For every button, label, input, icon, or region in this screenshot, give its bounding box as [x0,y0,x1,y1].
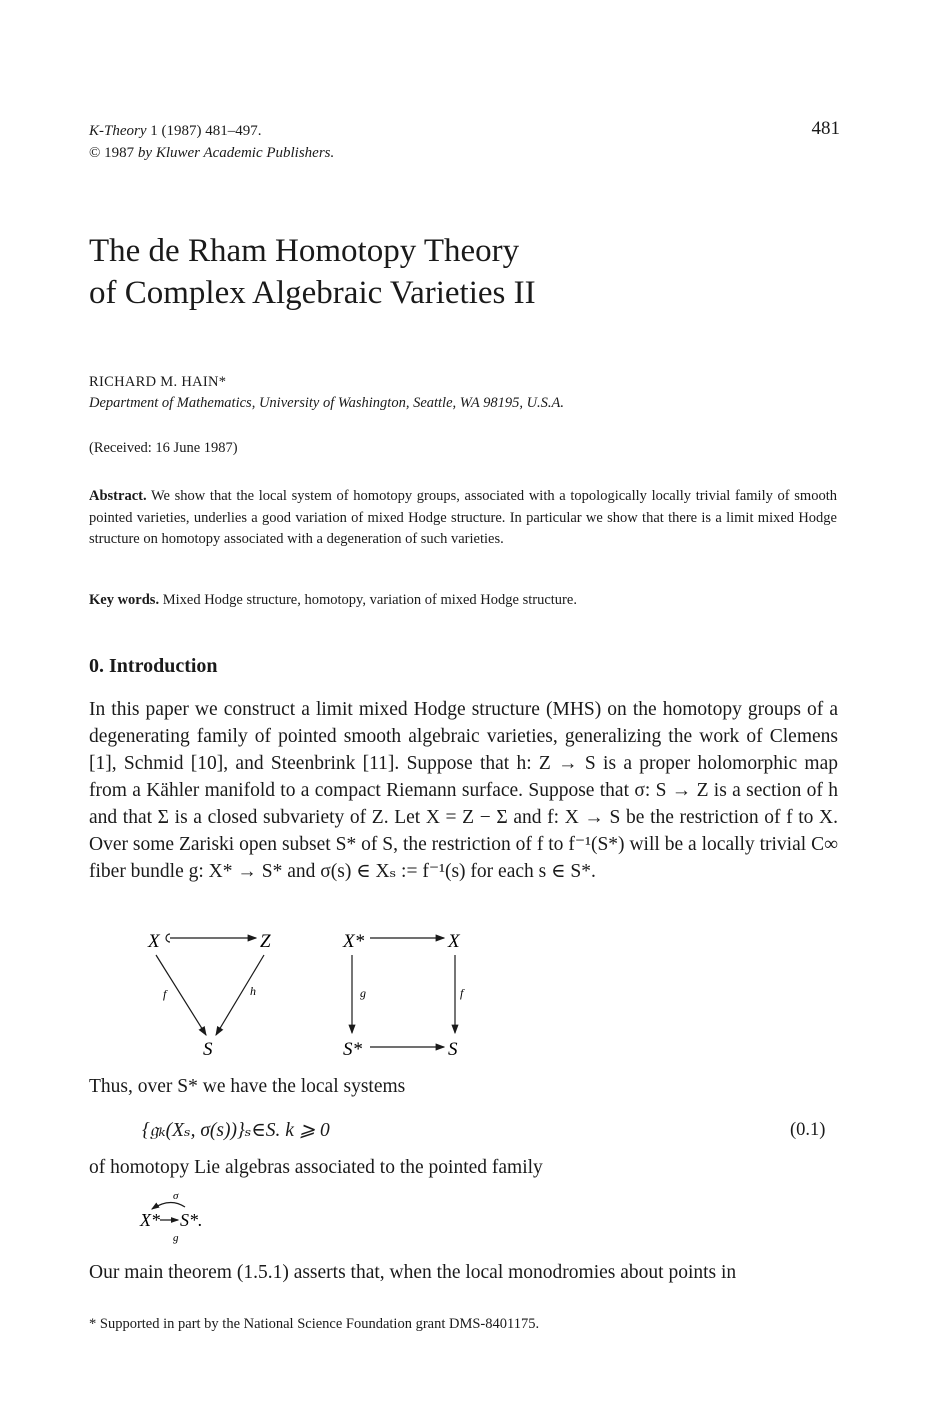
abstract [89,486,837,551]
title-line-2: of Complex Algebraic Varieties II [89,275,536,311]
received-date: (Received: 16 June 1987) [89,440,238,456]
family-section-label: σ [173,1190,179,1202]
tri-bottom: S [203,1039,213,1060]
sq-top-left: X* [343,931,365,952]
paper-title [89,230,849,314]
inclusion-hook [166,934,170,942]
publisher: by Kluwer Academic Publishers. [134,145,335,161]
keywords-text: Mixed Hodge structure, homotopy, variation of mixed Hodge structure. [159,592,577,608]
family-target: S*. [180,1210,203,1230]
copyright: © 1987 [89,145,135,161]
keywords-label: Key words. [89,592,160,608]
pointed-family-diagram [130,1185,250,1245]
commutative-diagrams [130,925,490,1065]
abstract-label: Abstract. [89,488,147,504]
family-source: X* [140,1210,160,1230]
sq-bottom-right: S [448,1039,458,1060]
thus-line: Thus, over S* we have the local systems [89,1076,406,1097]
tri-top-right: Z [260,931,271,952]
journal-name: K-Theory [89,123,147,139]
homotopy-line: of homotopy Lie algebras associated to the pointed family [89,1157,543,1178]
section-heading: 0. Introduction [89,655,218,677]
section-arc [152,1202,185,1209]
tri-label-h: h [250,984,256,998]
tri-top-left: X [148,931,160,952]
equation-number: (0.1) [790,1120,826,1140]
intro-paragraph: In this paper we construct a limit mixed Hodge structure (MHS) on the homotopy groups of a degenerating family of pointed smooth algebraic varieties, generalizing the work of Clemens [1], Schmid [10], and Steenbrink [11]. Suppose that h: Z → S is a proper holomorphic map from a Kähler manifold to a compact Riemann surface. Suppose that σ: S → Z is a section of h and that Σ is a closed subvariety of Z. Let X = Z − Σ and f: X → S be the restriction of f to X. Over some Zariski open subset S* of S, the restriction of f to f⁻¹(S*) will be a locally trivial C∞ fiber bundle g: X* → S* and σ(s) ∈ Xₛ := f⁻¹(s) for each s ∈ S*. [89,699,838,882]
tri-label-f: f [163,987,167,1001]
family-map-label: g [173,1232,179,1244]
keywords [89,592,837,609]
journal-header [89,120,334,164]
sq-label-f: f [460,986,464,1000]
journal-citation: 1 (1987) 481–497. [146,123,262,139]
main-theorem-line: Our main theorem (1.5.1) asserts that, when the local monodromies about points in [89,1262,737,1283]
footnote: * Supported in part by the National Science Foundation grant DMS-8401175. [89,1316,540,1332]
author-name: RICHARD M. HAIN* [89,374,227,390]
page-number: 481 [811,118,840,139]
sq-label-g: g [360,986,366,1000]
sq-bottom-left: S* [343,1039,362,1060]
sq-top-right: X [448,931,460,952]
author-affiliation: Department of Mathematics, University of Washington, Seattle, WA 98195, U.S.A. [89,395,565,411]
title-line-1: The de Rham Homotopy Theory [89,233,520,269]
abstract-text: We show that the local system of homotopy groups, associated with a topologically locally trivial family of smooth pointed varieties, underlies a good variation of mixed Hodge structure. In particular we show that there is a limit mixed Hodge structure on homotopy associated with a degeneration of such varieties. [89,488,837,547]
formula-0-1: {𝔤ₖ(Xₛ, σ(s))}ₛ∈S. k ⩾ 0 [142,1120,330,1141]
h-arrow [216,955,264,1035]
